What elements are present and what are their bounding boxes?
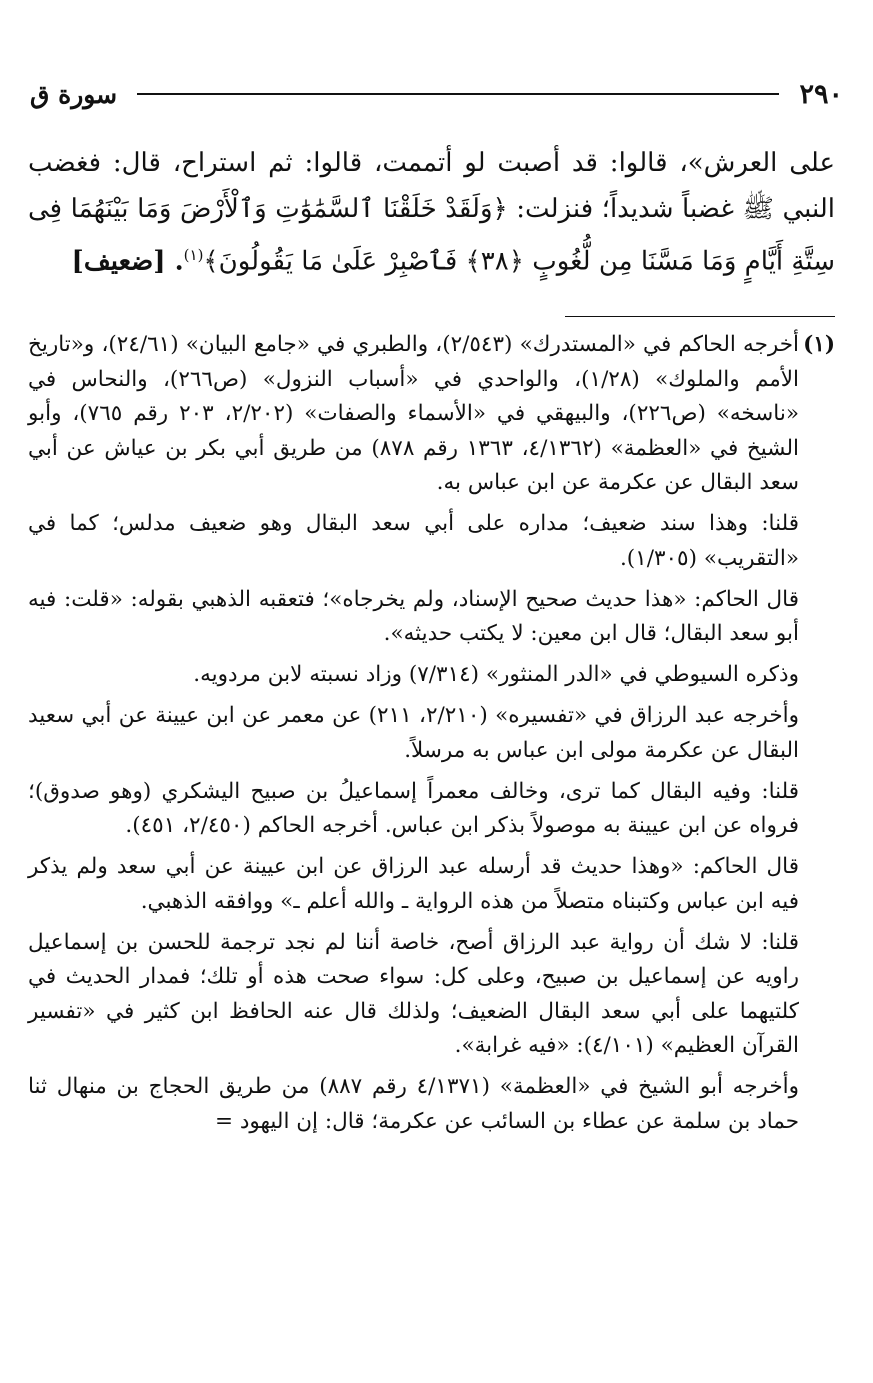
- footnote-paragraph: وأخرجه عبد الرزاق في «تفسيره» (٢/٢١٠، ٢١١) عن معمر عن ابن عيينة عن أبي سعيد البقال عن عكرمة مولى ابن عباس به مرسلاً.: [28, 703, 799, 763]
- footnote-paragraph: وذكره السيوطي في «الدر المنثور» (٧/٣١٤) وزاد نسبته لابن مردويه.: [193, 662, 799, 687]
- page-number: ٢٩٠: [799, 78, 843, 110]
- footnote-paragraph: أخرجه الحاكم في «المستدرك» (٢/٥٤٣)، والطبري في «جامع البيان» (٢٤/٦١)، و«تاريخ الأمم والملوك» (١/٢٨)، والواحدي في «أسباب النزول» (ص٢٦٦)، والنحاس في «ناسخه» (ص٢٢٦)، والبيهقي في «الأسماء والصفات» (٢/٢٠٢، ٢٠٣ رقم ٧٦٥)، وأبو الشيخ في «العظمة» (٤/١٣٦٢، ١٣٦٣ رقم ٨٧٨) من طريق أبي بكر بن عياش عن أبي سعد البقال عن عكرمة عن ابن عباس به.: [28, 332, 800, 495]
- header-rule: [137, 93, 779, 95]
- main-text: [28, 140, 835, 285]
- passage-text: على العرش»، قالوا: قد أصبت لو أتممت، قالوا: ثم استراح، قال: فغضب النبي ﷺ غضباً شديداً؛ فنزلت: ﴿وَلَقَدْ خَلَقْنَا ٱلسَّمَٰوَٰتِ وَٱلْأَرْضَ وَمَا بَيْنَهُمَا فِى سِتَّةِ أَيَّامٍ وَمَا مَسَّنَا مِن لُّغُوبٍ ﴿٣٨﴾ فَٱصْبِرْ عَلَىٰ مَا يَقُولُونَ﴾: [28, 148, 835, 277]
- footnote-paragraph: قلنا: وهذا سند ضعيف؛ مداره على أبي سعد البقال وهو ضعيف مدلس؛ كما في «التقريب» (١/٣٠٥).: [28, 511, 799, 571]
- surah-title: سورة ق: [30, 79, 118, 109]
- footnote-paragraph: قلنا: وفيه البقال كما ترى، وخالف معمراً إسماعيلُ بن صبيح اليشكري (وهو صدوق)؛ فرواه عن ابن عيينة به موصولاً بذكر ابن عباس. أخرجه الحاكم (٢/٤٥٠، ٤٥١).: [28, 778, 799, 838]
- footnote-paragraph: وأخرجه أبو الشيخ في «العظمة» (٤/١٣٧١ رقم ٨٨٧) من طريق الحجاج بن منهال ثنا حماد بن سلمة عن عطاء بن السائب عن عكرمة؛ قال: إن اليهود =: [28, 1074, 799, 1134]
- footnote-body: [28, 328, 799, 1146]
- footnote-paragraph: قال الحاكم: «هذا حديث صحيح الإسناد، ولم يخرجاه»؛ فتعقبه الذهبي بقوله: «قلت: فيه أبو سعد البقال؛ قال ابن معين: لا يكتب حديثه».: [28, 586, 799, 646]
- footnote-paragraph: قال الحاكم: «وهذا حديث قد أرسله عبد الرزاق عن ابن عيينة عن أبي سعد ولم يذكر فيه ابن عباس وكتبناه متصلاً من هذه الرواية ـ والله أعلم ـ» ووافقه الذهبي.: [28, 854, 799, 914]
- footnote-ref: (١): [183, 246, 204, 264]
- footnote-paragraph: قلنا: لا شك أن رواية عبد الرزاق أصح، خاصة أننا لم نجد ترجمة للحسن بن إسماعيل راويه عن إسماعيل بن صبيح، وعلى كل: سواء صحت هذه أو تلك؛ فمدار الحديث في كلتيهما على أبي سعد البقال الضعيف؛ ولذلك قال عنه الحافظ ابن كثير في «تفسير القرآن العظيم» (٤/١٠١): «فيه غرابة».: [28, 929, 799, 1058]
- main-passage: [28, 140, 835, 285]
- footnotes: [28, 328, 835, 1146]
- grade-label: . [ضعيف]: [71, 246, 184, 277]
- page-header: [30, 74, 843, 114]
- footnote-number: (١): [803, 332, 835, 357]
- footnote-1: [28, 328, 835, 1146]
- footnote-separator: [565, 316, 835, 317]
